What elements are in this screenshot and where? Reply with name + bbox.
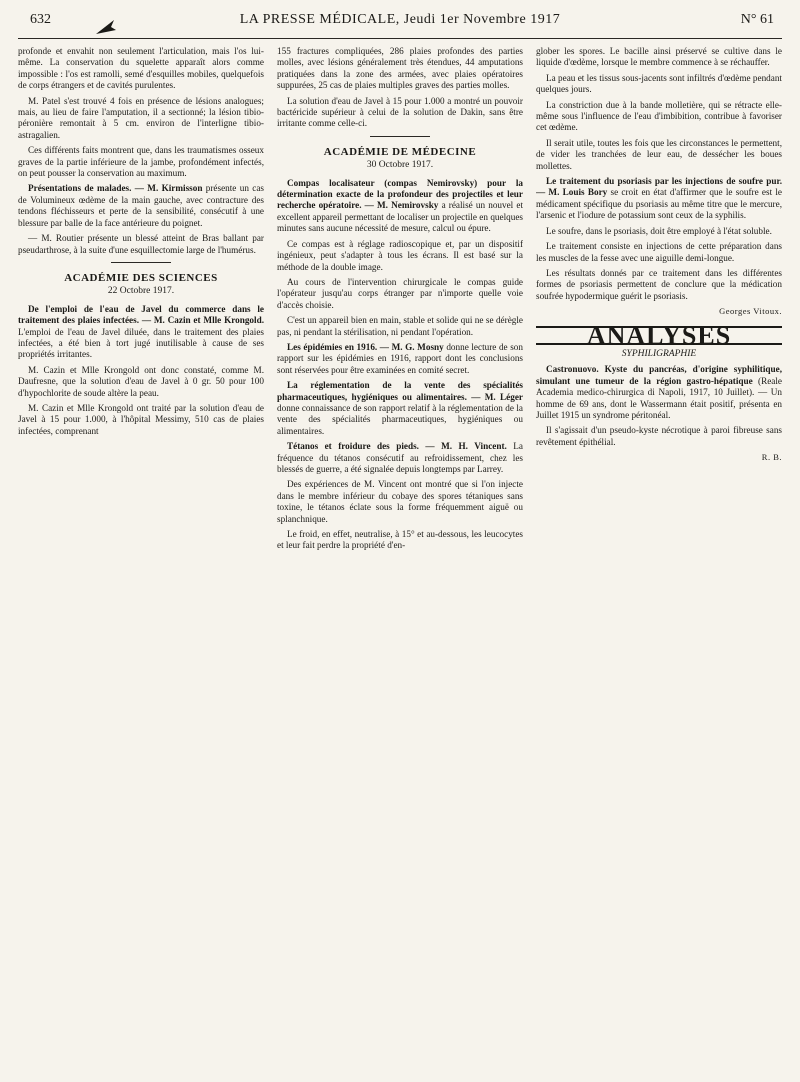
section-lede: Tétanos et froidure des pieds. — M. H. Vincent. xyxy=(287,441,507,452)
paragraph: M. Cazin et Mlle Krongold ont donc constaté, comme M. Daufresne, que la solution d'eau de Javel à 0 gr. 50 pour 100 d'hypochlorite de soude altère la peau. xyxy=(18,364,264,398)
paragraph xyxy=(18,304,264,361)
paragraph-text: donne lecture de son rapport sur les épidémies en 1916, rapport dont les conclusions sont réservées pour être examinées en comité secret. xyxy=(277,341,523,375)
paragraph xyxy=(277,441,523,475)
paragraph xyxy=(277,178,523,235)
paragraph-text: (Reale Academia medico-chirurgica di Napoli, 1917, 10 Juillet). — Un homme de 69 ans, dont le Wassermann était positif, présenta en Juillet 1915 un syndrome péritonéal. xyxy=(536,375,782,420)
paragraph xyxy=(18,183,264,229)
paragraph xyxy=(536,364,782,421)
mouse-cursor-icon xyxy=(94,18,118,36)
author-signature: Georges Vitoux. xyxy=(719,306,782,317)
paragraph: Il serait utile, toutes les fois que les circonstances le permettent, de vider les tranchées de leur eau, de dessécher les boues mollettes. xyxy=(536,137,782,171)
divider xyxy=(111,262,171,263)
paragraph xyxy=(536,176,782,222)
section-lede: Les épidémies en 1916. — M. G. Mosny xyxy=(287,341,444,352)
section-heading: ACADÉMIE DE MÉDECINE xyxy=(323,145,477,158)
paragraph-text: La fréquence du tétanos consécutif au refroidissement, chez les blessés de guerre, a été signalée depuis longtemps par Larrey. xyxy=(277,441,523,474)
paragraph-text: présente un cas de Volumineux œdème de la main gauche, avec contracture des tendons fléchisseurs et perte de la sensibilité, consécutif à une blessure par balle de la face antérieure du poignet. xyxy=(18,183,264,228)
paragraph: Les résultats donnés par ce traitement dans les différentes formes de psoriasis permettent de conclure que la médication soufrée hypodermique guérit le psoriasis. xyxy=(536,267,782,301)
paragraph-text: a réalisé un nouvel et excellent appareil permettant de localiser un projectile en quelques minutes sans aucune nécessité de mesure, calcul ou épure. xyxy=(277,200,523,234)
paragraph: La solution d'eau de Javel à 15 pour 1.000 a montré un pouvoir bactéricide supérieur à celui de la solution de Dakin, sans être irritante comme celle-ci. xyxy=(277,95,523,129)
section-lede: Compas localisateur (compas Nemirovsky) pour la détermination exacte de la profondeur des projectiles et leur recherche opératoire. — M. Nemirovsky xyxy=(277,177,523,211)
paragraph: Ces différents faits montrent que, dans les traumatismes osseux graves de la partie inférieure de la jambe, profondément infectés, on peut pousser la conservation au maximum. xyxy=(18,145,264,179)
subsection-heading: SYPHILIGRAPHIE xyxy=(621,348,697,359)
paragraph: Le froid, en effet, neutralise, à 15° et au-dessous, les leucocytes et leur fait perdre la propriété d'en- xyxy=(277,529,523,551)
issue-number: N° 61 xyxy=(740,12,774,27)
paragraph: glober les spores. Le bacille ainsi préservé se cultive dans le liquide d'œdème, lorsque le membre commence à se réchauffer. xyxy=(536,46,782,68)
paragraph: M. Cazin et Mlle Krongold ont traité par la solution d'eau de Javel à 15 pour 1.000, à l'hôpital Messimy, 510 cas de plaies infectées, comprenant xyxy=(18,402,264,436)
column-2 xyxy=(277,46,523,1074)
page-number: 632 xyxy=(30,12,51,27)
paragraph-text: L'emploi de l'eau de Javel diluée, dans le traitement des plaies infectées, a été bien à tort jugé inutilisable à cause de ses propriétés irritantes. xyxy=(18,326,264,360)
paragraph: M. Patel s'est trouvé 4 fois en présence de lésions analogues; mais, au lieu de faire l'amputation, il a sectionné; la lésion tibio-péronière remontait à 5 cm. environ de l'interligne tibio-astragalien. xyxy=(18,95,264,140)
paragraph: La constriction due à la bande molletière, qui se rétracte elle-même sous l'influence de l'eau d'imbibition, contribue à favoriser cet œdème. xyxy=(536,99,782,133)
column-3 xyxy=(536,46,782,1074)
article-columns xyxy=(18,46,782,1074)
paragraph: profonde et envahit non seulement l'articulation, mais l'os lui-même. La conservation du squelette apparaît alors comme impossible : l'os est ramolli, semé d'esquilles mobiles, quelquefois de corps étrangers et de cavités purulentes. xyxy=(18,46,264,91)
paragraph-text: se croit en état d'affirmer que le soufre est le médicament spécifique du psoriasis au même titre que le mercure, l'arsenic et l'iodure de potassium sont ceux de la syphilis. xyxy=(536,187,782,221)
paragraph: Ce compas est à réglage radioscopique et, par un dispositif ingénieux, peut s'adapter à tous les écrans. Il est basé sur la méthode de la double image. xyxy=(277,238,523,272)
section-date: 22 Octobre 1917. xyxy=(107,286,175,297)
section-lede: La réglementation de la vente des spécialités pharmaceutiques, hygiéniques ou alimentaires. — M. Léger xyxy=(277,380,523,402)
paragraph-text: donne connaissance de son rapport relatif à la réglementation de la vente des spécialités pharmaceutiques, hygiéniques ou alimentaires. xyxy=(277,402,523,436)
paragraph: La peau et les tissus sous-jacents sont infiltrés d'œdème pendant quelques jours. xyxy=(536,72,782,95)
divider xyxy=(370,136,430,137)
paragraph: Des expériences de M. Vincent ont montré que si l'on injecte dans le membre inférieur du cobaye des spores tétaniques sans toxine, le tétanos éclate sous la forme fréquemment aiguë ou splanchnique. xyxy=(277,479,523,524)
paragraph: 155 fractures compliquées, 286 plaies profondes des parties molles, avec lésions généralement très étendues, 44 amputations pratiquées dans la zone des armées, avec plaies opératoires suppurées, 25 cas de plaies multiples graves des parties molles. xyxy=(277,46,523,91)
paragraph xyxy=(277,380,523,437)
journal-title: LA PRESSE MÉDICALE, Jeudi 1er Novembre 1917 xyxy=(239,12,561,27)
analyses-heading: ANALYSES xyxy=(536,326,782,345)
section-heading: ACADÉMIE DES SCIENCES xyxy=(64,271,218,284)
section-lede: Castronuovo. Kyste du pancréas, d'origine syphilitique, simulant une tumeur de la région gastro-hépatique xyxy=(536,364,782,386)
page-header xyxy=(18,8,782,39)
paragraph: Il s'agissait d'un pseudo-kyste nécrotique à paroi fibreuse sans revêtement épithélial. xyxy=(536,425,782,447)
paragraph: — M. Routier présente un blessé atteint de Bras ballant par pseudarthrose, à la suite d'une esquillectomie large de l'humérus. xyxy=(18,233,264,255)
section-lede: Présentations de malades. — M. Kirmisson xyxy=(28,183,203,194)
paragraph xyxy=(277,342,523,376)
author-initials: R. B. xyxy=(761,452,782,463)
section-lede: Le traitement du psoriasis par les injections de soufre pur. — M. Louis Bory xyxy=(536,176,782,198)
paragraph: Le traitement consiste en injections de cette préparation dans les muscles de la fesse avec une aiguille demi-longue. xyxy=(536,241,782,263)
paragraph: Le soufre, dans le psoriasis, doit être employé à l'état soluble. xyxy=(546,225,772,236)
section-lede: De l'emploi de l'eau de Javel du commerce dans le traitement des plaies infectées. — M. Cazin et Mlle Krongold. xyxy=(18,303,264,326)
column-1 xyxy=(18,46,264,1074)
section-date: 30 Octobre 1917. xyxy=(366,160,434,171)
paragraph: C'est un appareil bien en main, stable et solide qui ne se dérègle pas, ni pendant la stérilisation, ni pendant l'opération. xyxy=(277,315,523,337)
paragraph: Au cours de l'intervention chirurgicale le compas guide l'opérateur jusqu'au corps étranger par n'importe quelle voie d'accès choisie. xyxy=(277,276,523,310)
